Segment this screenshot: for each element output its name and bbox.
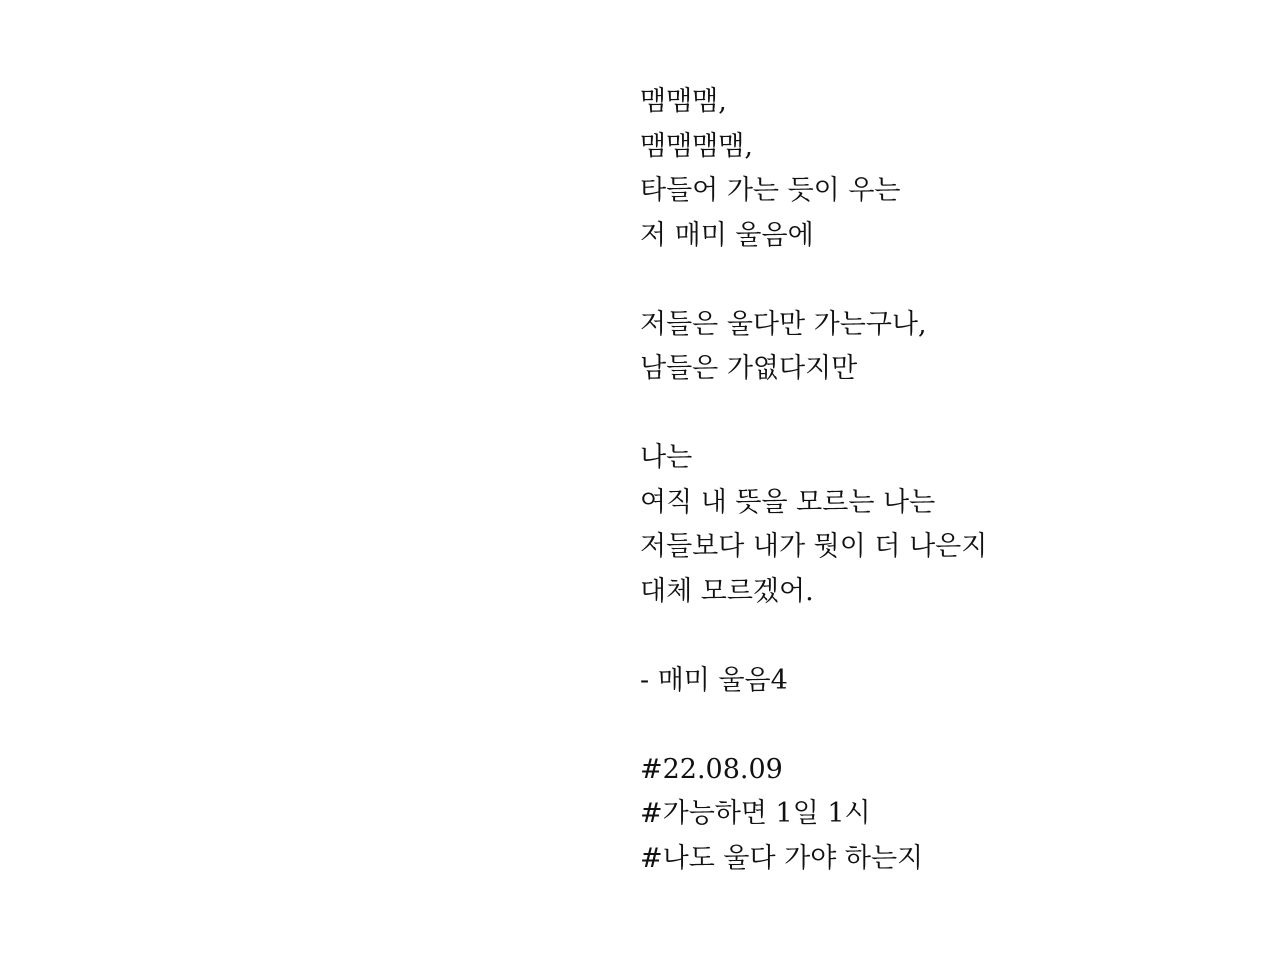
poem-line: 남들은 가엾다지만 (640, 353, 858, 384)
poem-line: 저들보다 내가 뭣이 더 나은지 (640, 531, 988, 562)
stanza-break (640, 614, 1240, 659)
poem-title-line: - 매미 울음4 (640, 664, 788, 696)
poem-line: 타들어 가는 듯이 우는 (640, 175, 901, 206)
poem-line: 맴맴맴맴, (640, 130, 753, 162)
poem-line: 저 매미 울음에 (640, 219, 814, 251)
poem-line: 여직 내 뜻을 모르는 나는 (640, 486, 936, 518)
poem-line: 나는 (640, 442, 693, 473)
stanza-break (640, 392, 1240, 437)
stanza-break (640, 258, 1240, 303)
hashtag: #22.08.09 (640, 753, 783, 785)
hashtag: #가능하면 1일 1시 (640, 798, 871, 829)
poem-text (640, 80, 1240, 881)
poem-line: 저들은 울다만 가는구나, (640, 308, 927, 340)
poem-line: 맴맴맴, (640, 86, 727, 117)
hashtag: #나도 울다 가야 하는지 (640, 842, 924, 874)
poem-line: 대체 모르겠어. (640, 575, 814, 607)
stanza-break (640, 703, 1240, 748)
